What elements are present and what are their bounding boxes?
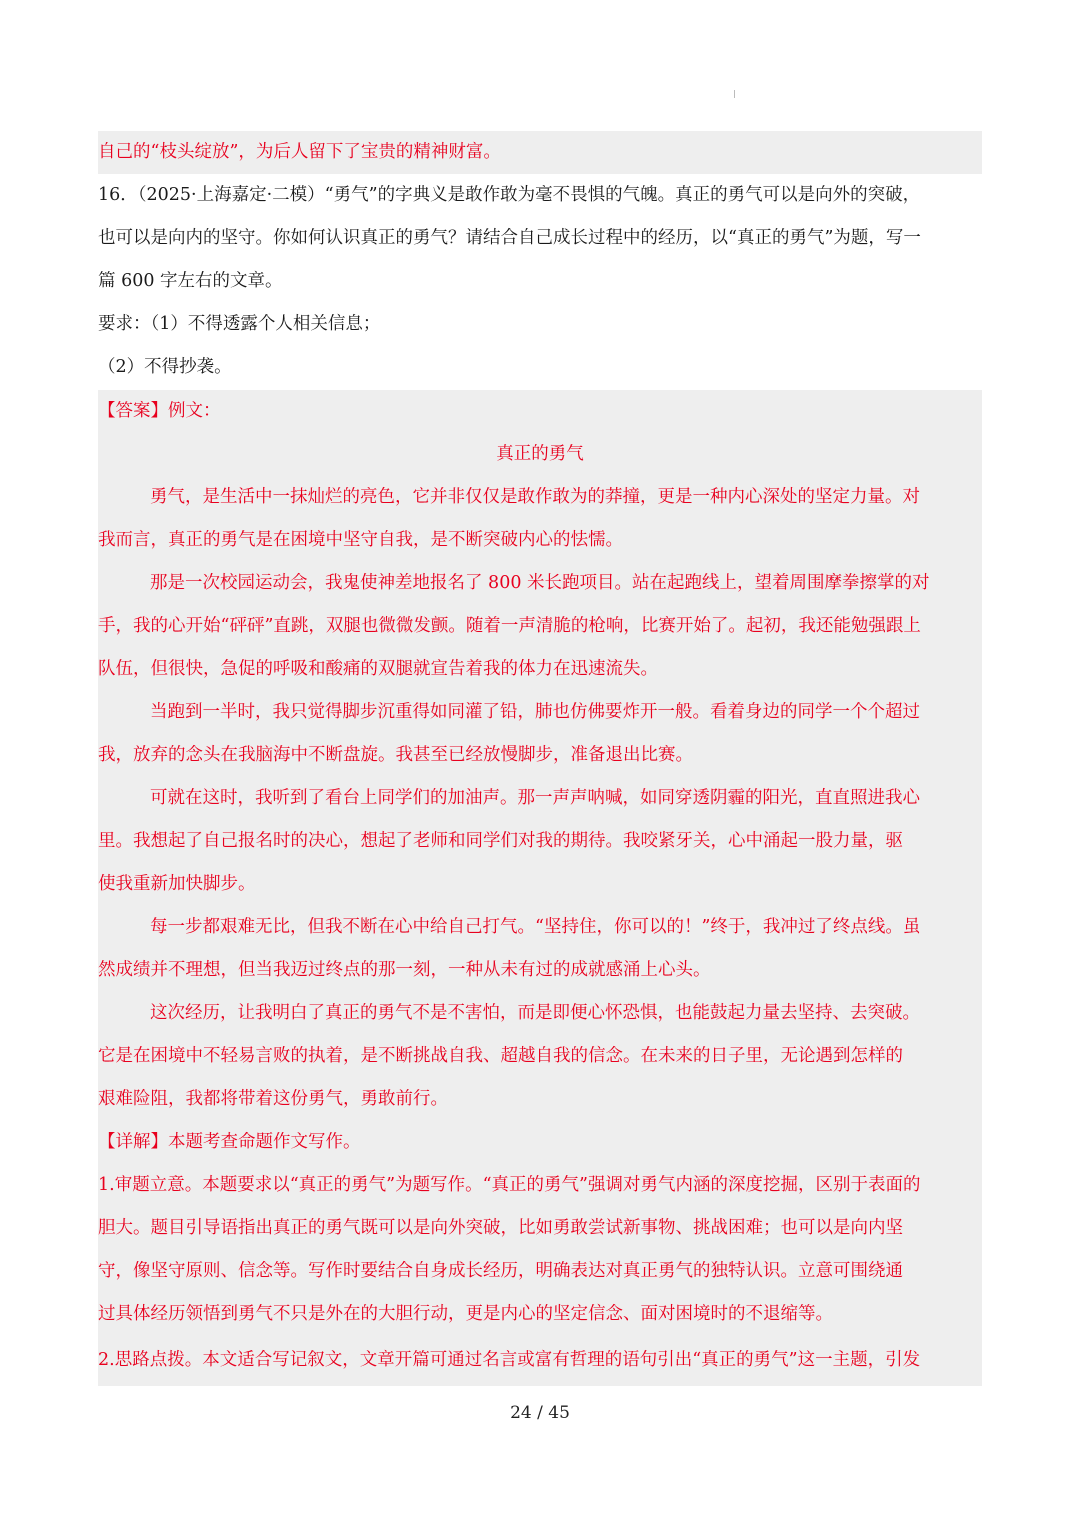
detail-line: 1.审题立意。本题要求以“真正的勇气”为题写作。“真正的勇气”强调对勇气内涵的深度挖掘，区别于表面的 [98, 1175, 921, 1195]
essay-line: 它是在困境中不轻易言败的执着，是不断挑战自我、超越自我的信念。在未来的日子里，无论遇到怎样的 [98, 1046, 903, 1066]
essay-title: 真正的勇气 [496, 444, 584, 464]
essay-line: 里。我想起了自己报名时的决心，想起了老师和同学们对我的期待。我咬紧牙关，心中涌起一股力量，驱 [98, 831, 903, 851]
page-number: 24 / 45 [510, 1403, 570, 1423]
question-line: 也可以是向内的坚守。你如何认识真正的勇气？请结合自己成长过程中的经历，以“真正的勇气”为题，写一 [98, 228, 921, 248]
essay-line: 当跑到一半时，我只觉得脚步沉重得如同灌了铅，肺也仿佛要炸开一般。看着身边的同学一个个超过 [150, 702, 920, 722]
detail-line: 2.思路点拨。本文适合写记叙文，文章开篇可通过名言或富有哲理的语句引出“真正的勇气”这一主题，引发 [98, 1350, 921, 1370]
detail-label: 【详解】本题考查命题作文写作。 [98, 1132, 361, 1152]
essay-line: 我，放弃的念头在我脑海中不断盘旋。我甚至已经放慢脚步，准备退出比赛。 [98, 745, 693, 765]
question-line: 篇 600 字左右的文章。 [98, 271, 283, 291]
essay-line: 可就在这时，我听到了看台上同学们的加油声。那一声声呐喊，如同穿透阴霾的阳光，直直照进我心 [150, 788, 920, 808]
prev-answer-tail: 自己的“枝头绽放”，为后人留下了宝贵的精神财富。 [98, 142, 501, 162]
detail-line: 胆大。题目引导语指出真正的勇气既可以是向外突破，比如勇敢尝试新事物、挑战困难；也可以是向内坚 [98, 1218, 903, 1238]
question-line: 16．（2025·上海嘉定·二模）“勇气”的字典义是敢作敢为毫不畏惧的气魄。真正的勇气可以是向外的突破， [98, 185, 921, 205]
essay-line: 每一步都艰难无比，但我不断在心中给自己打气。“坚持住，你可以的！”终于，我冲过了终点线。虽 [150, 917, 921, 937]
essay-line: 队伍，但很快，急促的呼吸和酸痛的双腿就宣告着我的体力在迅速流失。 [98, 659, 658, 679]
essay-line: 然成绩并不理想，但当我迈过终点的那一刻，一种从未有过的成就感涌上心头。 [98, 960, 711, 980]
answer-label: 【答案】例文： [98, 401, 221, 421]
essay-line: 那是一次校园运动会，我鬼使神差地报名了 800 米长跑项目。站在起跑线上，望着周围摩拳擦掌的对 [150, 573, 930, 593]
essay-line: 艰难险阻，我都将带着这份勇气，勇敢前行。 [98, 1089, 448, 1109]
essay-line: 手，我的心开始“砰砰”直跳，双腿也微微发颤。随着一声清脆的枪响，比赛开始了。起初，我还能勉强跟上 [98, 616, 921, 636]
requirement-2: （2）不得抄袭。 [98, 357, 232, 377]
essay-line: 使我重新加快脚步。 [98, 874, 256, 894]
detail-line: 过具体经历领悟到勇气不只是外在的大胆行动，更是内心的坚定信念、面对困境时的不退缩等。 [98, 1304, 833, 1324]
essay-line: 勇气，是生活中一抹灿烂的亮色，它并非仅仅是敢作敢为的莽撞，更是一种内心深处的坚定力量。对 [150, 487, 920, 507]
requirement-1: 要求：（1）不得透露个人相关信息； [98, 314, 381, 334]
essay-line: 我而言，真正的勇气是在困境中坚守自我，是不断突破内心的怯懦。 [98, 530, 623, 550]
detail-line: 守，像坚守原则、信念等。写作时要结合自身成长经历，明确表达对真正勇气的独特认识。立意可围绕通 [98, 1261, 903, 1281]
scan-mark [734, 90, 735, 98]
essay-line: 这次经历，让我明白了真正的勇气不是不害怕，而是即便心怀恐惧，也能鼓起力量去坚持、去突破。 [150, 1003, 920, 1023]
